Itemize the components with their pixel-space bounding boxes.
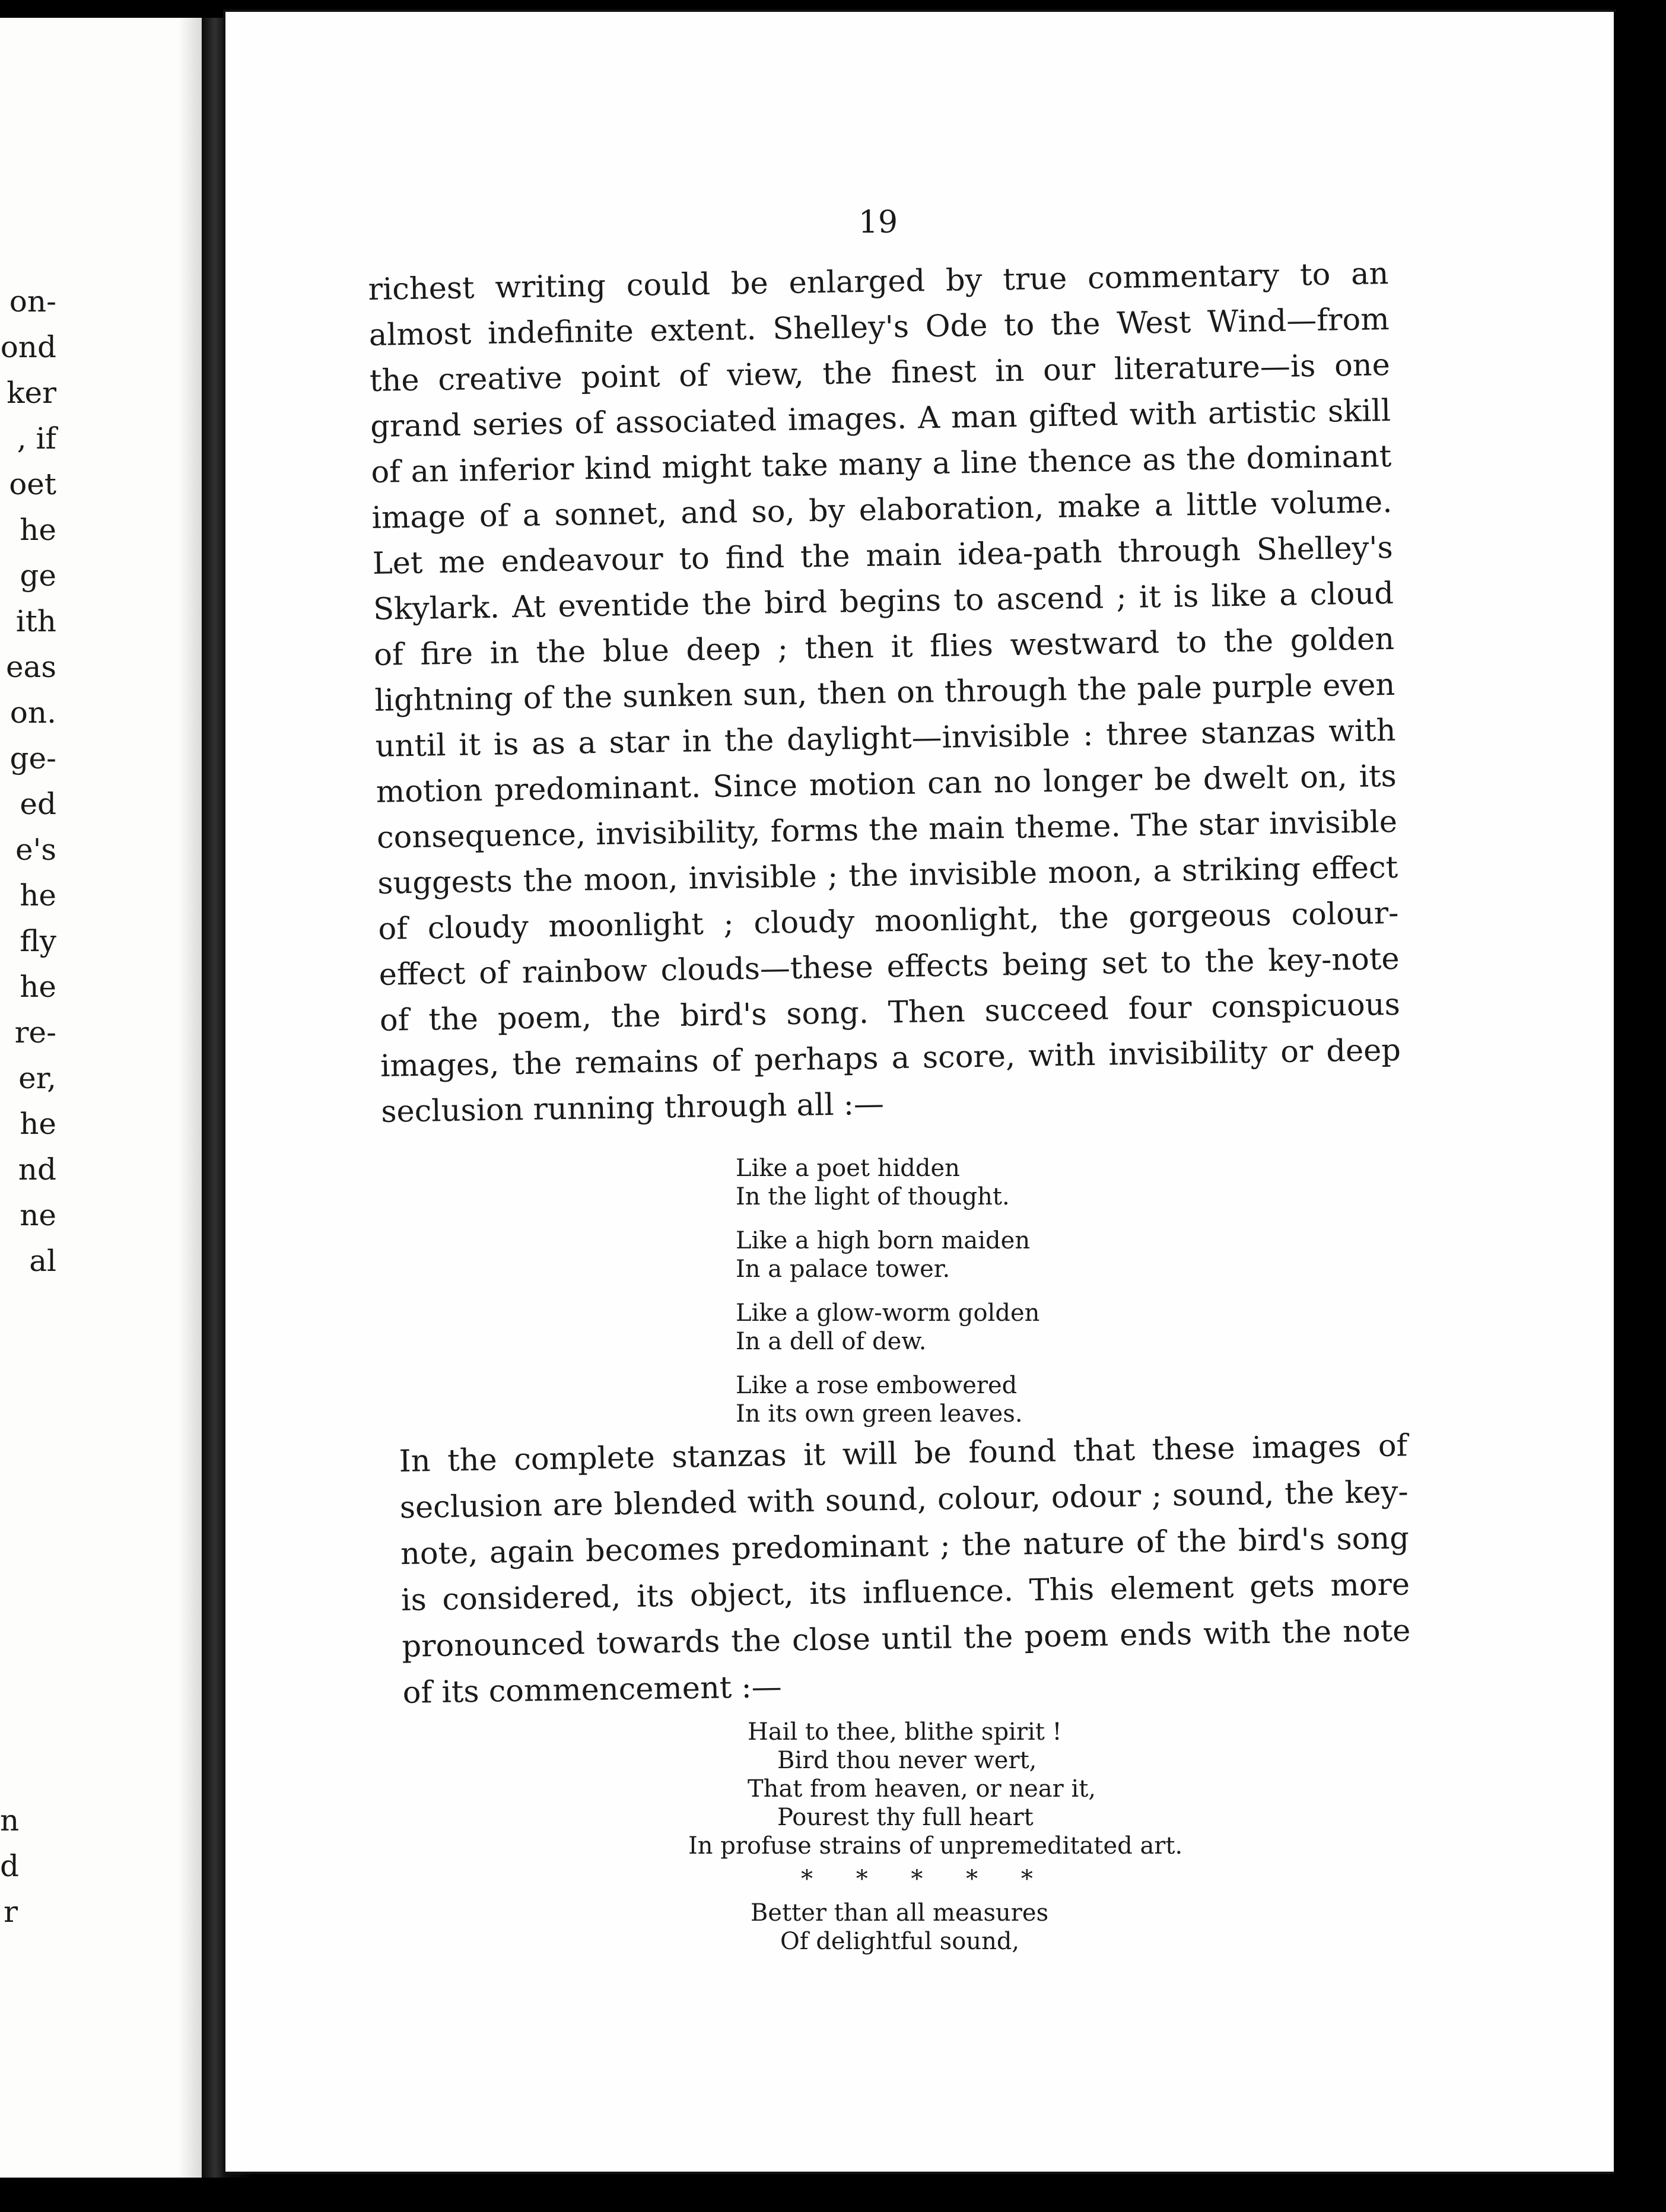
asterism-divider: * * * * * (801, 1865, 1051, 1893)
poem-excerpt-opening-stanza (688, 1718, 1222, 1900)
left-page-fragment: al (29, 1244, 56, 1278)
poem-line: In profuse strains of unpremeditated art. (688, 1832, 1183, 1860)
left-page-text-fragments (0, 279, 56, 1284)
poem-line: Like a rose embowered (736, 1372, 1018, 1399)
left-page-fragment: er, (18, 1061, 56, 1095)
poem-line: In the light of thought. (736, 1183, 1010, 1210)
left-page-fragment: r (4, 1895, 18, 1929)
left-page-fragment: ond (0, 330, 56, 364)
left-page-fragment: he (20, 1107, 56, 1141)
left-page-fragment: n (0, 1803, 20, 1838)
left-page-fragment: d (0, 1849, 20, 1883)
poem-line: Hail to thee, blithe spirit ! (748, 1718, 1062, 1746)
poem-line: Of delightful sound, (780, 1928, 1020, 1955)
poem-line: Pourest thy full heart (777, 1804, 1034, 1831)
left-page-fragment: nd (18, 1152, 56, 1187)
poem-line: That from heaven, or near it, (748, 1775, 1096, 1803)
left-page-fragment: ker (7, 376, 56, 410)
left-page-fragment: eas (5, 650, 56, 684)
poem-line: In a palace tower. (736, 1256, 950, 1283)
left-page-fragment: e's (15, 832, 56, 867)
left-page-text-fragments-lower (0, 1798, 18, 1935)
poem-stanza (736, 1226, 1151, 1283)
body-paragraph-1: richest writing could be enlarged by true commentary to an almost indefinite extent. Shelley's Ode to the West Wind—from the creative point of view, the finest in our literature—is one grand series of associated images. A man gifted with artistic skill of an inferior kind might take many a line thence as the dominant image of a sonnet, and so, by elaboration, make a little volume. Let me endeavour to find the main idea-path through Shelley's Skylark. At eventide the bird begins to ascend ; it is like a cloud of fire in the blue deep ; then it flies westward to the golden lightning of the sunken sun, then on through the pale purple even until it is as a star in the daylight—invisible : three stanzas with motion predominant. Since motion can no longer be dwelt on, its consequence, invisibility, forms the main theme. The star invisible suggests the moon, invisible ; the invisible moon, a striking effect of cloudy moonlight ; cloudy moonlight, the gorgeous colour-effect of rainbow clouds—these effects being set to the key-note of the poem, the bird's song. Then succeed four conspicuous images, the remains of perhaps a score, with invisibility or deep seclusion running through all :— (368, 256, 1401, 1130)
page-number: 19 (858, 205, 898, 240)
poem-line: Bird thou never wert, (777, 1747, 1037, 1774)
left-page-fragment: he (20, 970, 56, 1004)
left-page-fragment: , if (17, 421, 56, 456)
poem-line: Like a high born maiden (736, 1227, 1031, 1254)
poem-line: Better than all measures (751, 1899, 1049, 1927)
poem-line: In a dell of dew. (736, 1328, 927, 1355)
body-paragraph-2: In the complete stanzas it will be found that these images of seclusion are blended with sound, colour, odour ; sound, the key-note, again becomes predominant ; the nature of the bird's song is considered, its object, its influence. This element gets more pronounced towards the close until the poem ends with the note of its commencement :— (399, 1428, 1411, 1711)
left-page-fragment: re- (14, 1015, 56, 1050)
poem-stanza (736, 1299, 1151, 1356)
left-page-fragment: ge (20, 558, 56, 593)
poem-stanza (736, 1154, 1151, 1211)
scan-edge (1614, 12, 1666, 2207)
left-page-fragment: on. (9, 695, 56, 730)
poem-line: In its own green leaves. (736, 1400, 1023, 1428)
left-page-fragment: oet (9, 467, 56, 501)
left-page-fragment: ge- (9, 741, 56, 776)
left-page-fragment: ed (20, 787, 56, 821)
left-page-fragment: he (20, 878, 56, 913)
poem-line: Like a poet hidden (736, 1155, 960, 1182)
left-page-fragment: on- (9, 284, 56, 319)
left-page-fragment: ne (20, 1198, 56, 1232)
left-page-fragment: ith (15, 604, 56, 638)
poem-excerpt-seclusion-images (736, 1154, 1151, 1444)
poem-excerpt-closing (751, 1899, 1166, 1956)
poem-line: Like a glow-worm golden (736, 1299, 1040, 1327)
left-page-fragment: fly (20, 924, 56, 958)
left-page-fragment: he (20, 513, 56, 547)
poem-stanza (736, 1371, 1151, 1428)
